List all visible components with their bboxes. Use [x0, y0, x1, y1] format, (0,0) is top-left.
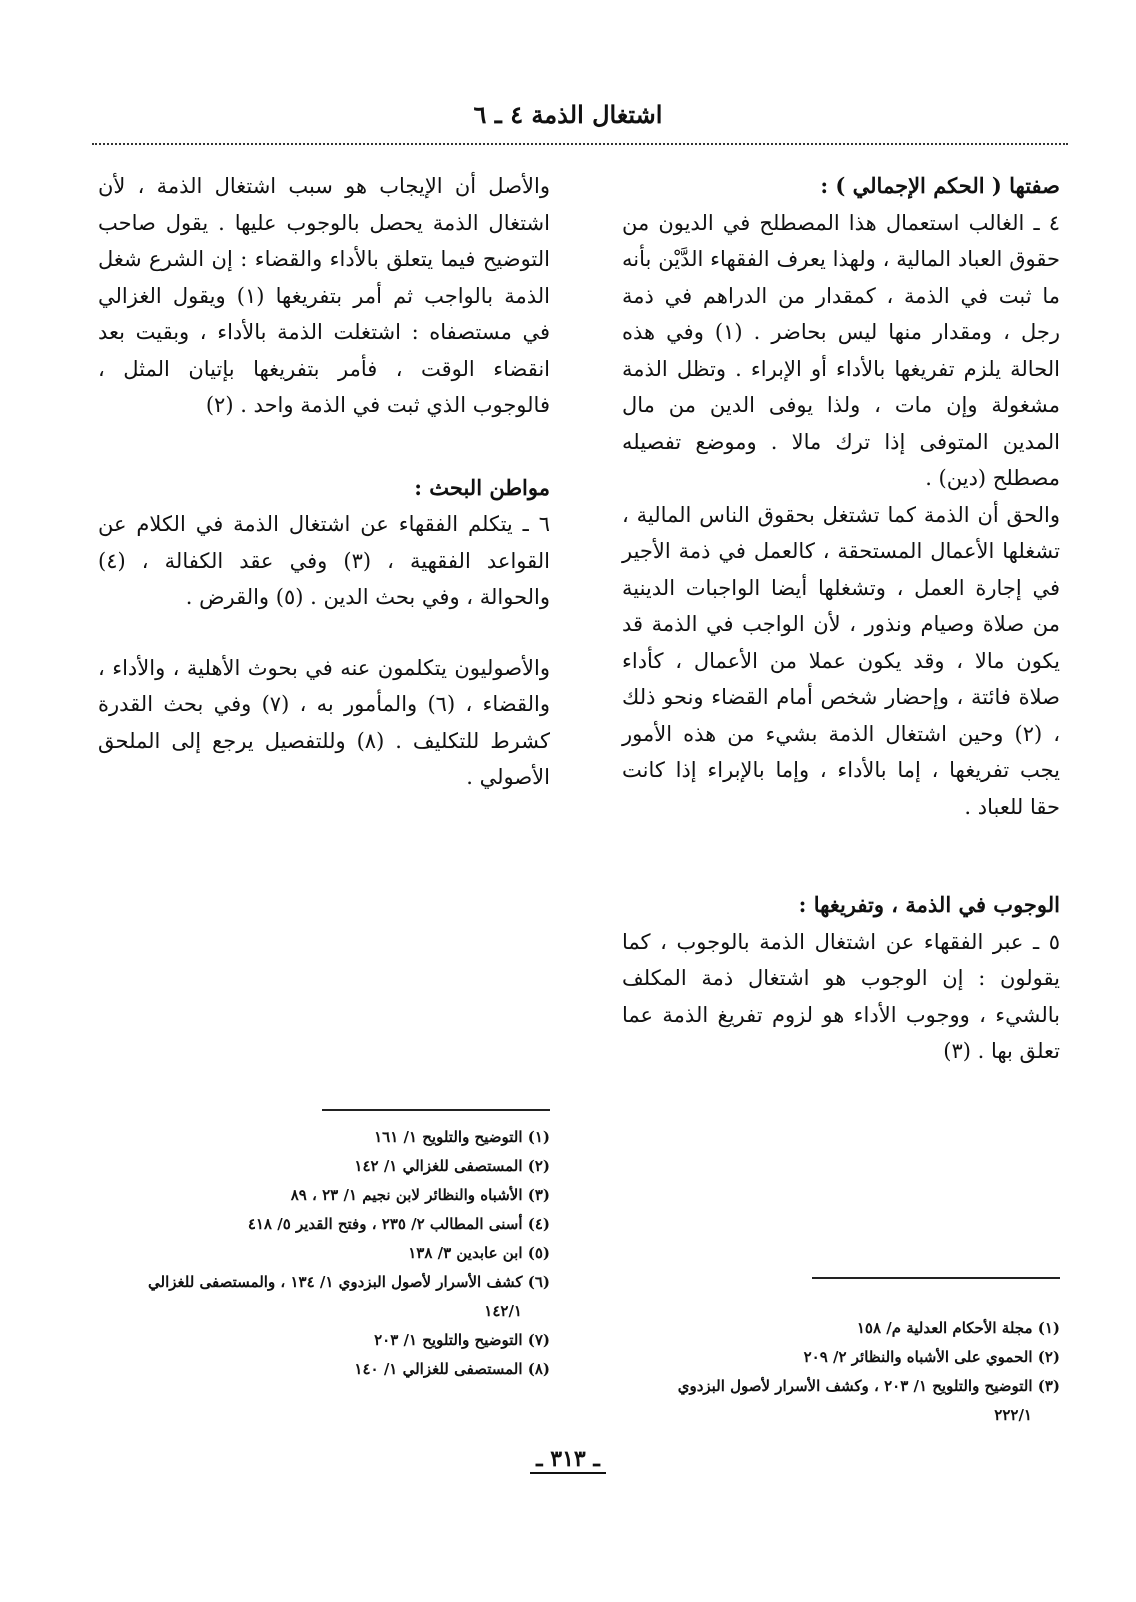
header-divider [92, 143, 1068, 145]
paragraph-usul: والأصوليون يتكلمون عنه في بحوث الأهلية ، والأداء ، والقضاء ، (٦) والمأمور به ، (٧) وفي بحث القدرة كشرط للتكليف . (٨) وللتفصيل يرجع إلى الملحق الأصولي . [98, 655, 550, 789]
footnote: (٣) الأشباه والنظائر لابن نجيم ١/ ٢٣ ، ٨٩ [290, 1186, 550, 1204]
footnote: (٦) كشف الأسرار لأصول البزدوي ١/ ١٣٤ ، والمستصفى للغزالي [148, 1273, 550, 1291]
footnote: (٢) المستصفى للغزالي ١/ ١٤٢ [354, 1157, 550, 1175]
footnotes-right [622, 1314, 1060, 1430]
footnote: (٥) ابن عابدين ٣/ ١٣٨ [408, 1244, 550, 1262]
footnote: (٧) التوضيح والتلويح ١/ ٢٠٣ [374, 1331, 550, 1349]
footnote: (٨) المستصفى للغزالي ١/ ١٤٠ [354, 1360, 550, 1378]
footnote-divider-left [322, 1109, 550, 1111]
footnote-divider-right [812, 1277, 1060, 1279]
paragraph-6: ٦ ـ يتكلم الفقهاء عن اشتغال الذمة في الكلام عن القواعد الفقهية ، (٣) وفي عقد الكفالة ، (٤) والحوالة ، وفي بحث الدين . (٥) والقرض . [98, 512, 550, 609]
left-column [98, 168, 550, 796]
footnote-continuation: ٢٢٢/١ [994, 1406, 1032, 1424]
section-heading-locations: مواطن البحث : [414, 474, 550, 500]
section-heading-ruling: صفتها ( الحكم الإجمالي ) : [820, 173, 1060, 198]
paragraph-origin: والأصل أن الإيجاب هو سبب اشتغال الذمة ، لأن اشتغال الذمة يحصل بالوجوب عليها . يقول صاحب التوضيح فيما يتعلق بالأداء والقضاء : إن الشرع شغل الذمة بالواجب ثم أمر بتفريغها (١) ويقول الغزالي في مستصفاه : اشتغلت الذمة بالأداء ، وبقيت بعد انقضاء الوقت ، فأمر بتفريغها بإتيان المثل ، فالوجوب الذي ثبت في الذمة واحد . (٢) [98, 174, 550, 417]
footnotes-left [98, 1123, 550, 1384]
footnote-continuation: ١٤٢/١ [484, 1302, 522, 1320]
footnote: (٤) أسنى المطالب ٢/ ٢٣٥ ، وفتح القدير ٥/ ٤١٨ [247, 1215, 550, 1233]
page-number-text: ـ ٣١٣ ـ [530, 1446, 606, 1474]
footnote: (١) مجلة الأحكام العدلية م/ ١٥٨ [856, 1319, 1060, 1337]
section-heading-obligation: الوجوب في الذمة ، وتفريغها : [798, 892, 1060, 917]
paragraph-rights: والحق أن الذمة كما تشتغل بحقوق الناس المالية ، تشغلها الأعمال المستحقة ، كالعمل في ذمة الأجير في إجارة العمل ، وتشغلها أيضا الواجبات الدينية من صلاة وصيام ونذور ، لأن الواجب في الذمة قد يكون مالا ، وقد يكون عملا من الأعمال ، كأداء صلاة فائتة ، وإحضار شخص أمام القضاء ونحو ذلك ، (٢) وحين اشتغال الذمة بشيء من هذه الأمور يجب تفريغها ، إما بالأداء ، وإما بالإبراء إذا كانت حقا للعباد . [622, 502, 1060, 819]
right-column [622, 168, 1060, 1070]
paragraph-5: ٥ ـ عبر الفقهاء عن اشتغال الذمة بالوجوب ، كما يقولون : إن الوجوب هو اشتغال ذمة المكلف بالشيء ، ووجوب الأداء هو لزوم تفريغ الذمة عما تعلق بها . (٣) [622, 929, 1060, 1063]
page-number [0, 1446, 1136, 1472]
footnote: (٣) التوضيح والتلويح ١/ ٢٠٣ ، وكشف الأسرار لأصول البزدوي [677, 1377, 1060, 1395]
footnote: (١) التوضيح والتلويح ١/ ١٦١ [374, 1128, 550, 1146]
paragraph-4: ٤ ـ الغالب استعمال هذا المصطلح في الديون من حقوق العباد المالية ، ولهذا يعرف الفقهاء الدَّيْن بأنه ما ثبت في الذمة ، كمقدار من الدراهم في ذمة رجل ، ومقدار منها ليس بحاضر . (١) وفي هذه الحالة يلزم تفريغها بالأداء أو الإبراء . وتظل الذمة مشغولة وإن مات ، ولذا يوفى الدين من مال المدين المتوفى إذا ترك مالا . وموضع تفصيله مصطلح (دين) . [622, 210, 1060, 490]
page-title: اشتغال الذمة ٤ ـ ٦ [473, 100, 663, 129]
footnote: (٢) الحموي على الأشباه والنظائر ٢/ ٢٠٩ [803, 1348, 1060, 1366]
